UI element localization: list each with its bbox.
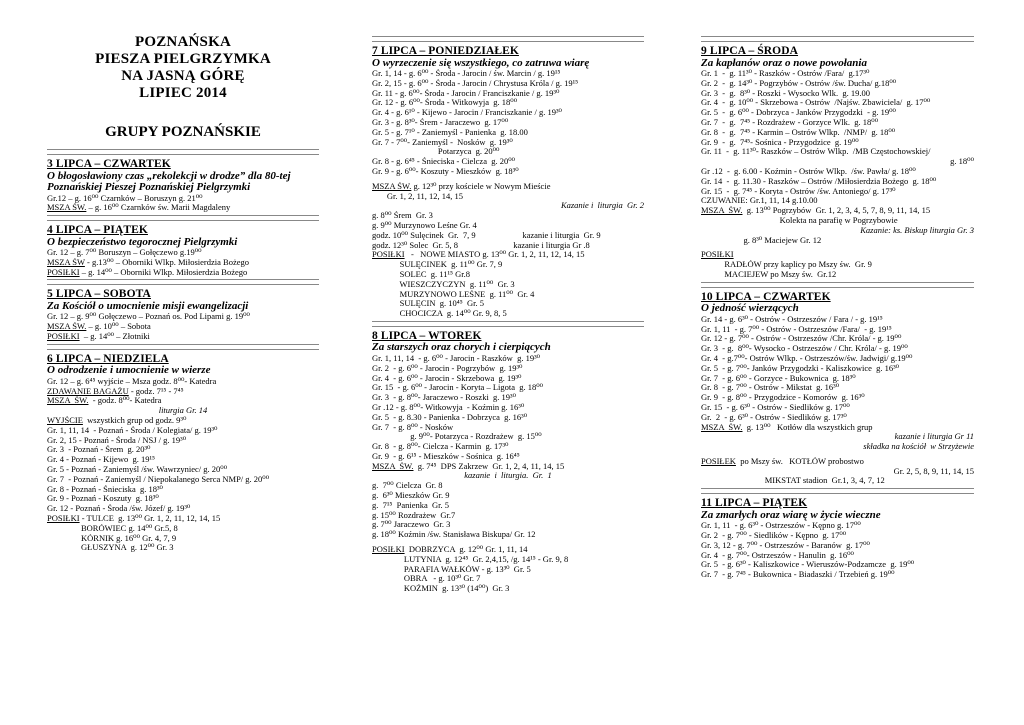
line-text: Gr. 1, 11 - g. 7⁰⁰ - Ostrów - Ostrzeszów /Fara/ - g. 19¹⁵ [701, 324, 892, 334]
schedule-line [372, 309, 644, 319]
line-text: Gr. 8 - g. 6⁴⁵ - Śnieciska - Cielcza g. 20⁰⁰ [372, 157, 516, 167]
schedule-line [372, 290, 644, 300]
line-label: MSZA ŚW. [701, 422, 743, 432]
schedule-line [372, 354, 644, 364]
schedule-line [372, 118, 644, 128]
line-text: g. 7⁰⁰ Cielcza Gr. 8 [372, 481, 443, 491]
schedule-line [701, 118, 974, 128]
schedule-line [372, 98, 644, 108]
line-text: Gr. 14 - g. 11.30 - Raszków – Ostrów /Miłosierdzia Bożego g. 18⁰⁰ [701, 176, 937, 186]
line-text: Gr. 7 - g. 8⁰⁰ - Nosków [372, 422, 454, 432]
line-text: Kolekta na parafię w Pogrzybowie [701, 215, 898, 225]
line-text: Gr. 9 - g. 6⁰⁰- Koszuty - Mieszków g. 18³⁰ [372, 166, 519, 176]
schedule-line [701, 344, 974, 354]
section-heading: 9 LIPCA – ŚRODA [701, 45, 799, 57]
line-text: wszystkich grup od godz. 9³⁰ [82, 416, 187, 426]
schedule-line [47, 485, 319, 495]
schedule-line [701, 79, 974, 89]
title-line: LIPIEC 2014 [139, 85, 227, 101]
schedule-line [372, 79, 644, 89]
schedule-line [47, 387, 319, 397]
line-text: OBRA - g. 10³⁰ Gr. 7 [372, 574, 481, 584]
line-text: Gr. 9 - g. 6¹⁵ - Mieszków - Sośnica g. 16⁴⁵ [372, 451, 520, 461]
schedule-line [372, 403, 644, 413]
schedule-line [701, 236, 974, 246]
line-text: Gr. 5 - g. 6³⁰ - Kaliszkowice - Wieruszów-Podzamcze g. 19⁰⁰ [701, 560, 915, 570]
schedule-line [701, 89, 974, 99]
schedule-line [372, 108, 644, 118]
line-text: składka na kościół w Strzyżewie [863, 442, 974, 452]
schedule-line [701, 383, 974, 393]
schedule-line [372, 374, 644, 384]
schedule-line [47, 534, 319, 544]
schedule-line [372, 423, 644, 433]
line-label: POSIŁKI [372, 250, 405, 260]
schedule-line [372, 69, 644, 79]
line-text: CHOCICZA g. 14⁰⁰ Gr. 9, 8, 5 [372, 309, 507, 319]
section-intention: Za Kościół o umocnienie misji ewangelizacji [47, 299, 249, 312]
line-text: RADŁÓW przy kaplicy po Mszy św. Gr. 9 [701, 260, 872, 270]
section-heading: 4 LIPCA – PIĄTEK [47, 224, 148, 237]
line-text: g. 9⁰⁰ Murzynowo Leśne Gr. 4 [372, 220, 477, 230]
schedule-line [701, 325, 974, 335]
schedule-line [372, 241, 644, 251]
schedule-line [372, 413, 644, 423]
section-separator [701, 282, 974, 288]
line-text: Gr. 4 - g. 10⁰⁰ - Skrzebowa - Ostrów /Najśw. Zbawiciela/ g. 17⁰⁰ [701, 98, 931, 108]
line-text: Gr. 2, 15 - g. 6⁰⁰ - Środa - Jarocin / Chrystusa Króla / g. 19¹⁵ [372, 78, 579, 88]
schedule-line [701, 521, 974, 531]
line-text: MACIEJEW po Mszy św. Gr.12 [701, 269, 837, 279]
line-text: GŁUSZYNA g. 12⁰⁰ Gr. 3 [47, 543, 174, 553]
section-separator [372, 321, 644, 327]
line-text: g. 13⁰⁰ Pogrzybów Gr. 1, 2, 3, 4, 5, 7, 8, 9, 11, 14, 15 [742, 206, 931, 216]
line-text: godz. 12³⁰ Solec Gr. 5, 8 kazanie i liturgia Gr .8 [372, 240, 590, 250]
schedule-line [701, 260, 974, 270]
schedule-line [47, 396, 319, 406]
line-text: Gr. 8 - Poznań - Śnieciska g. 18³⁰ [47, 484, 163, 494]
schedule-line [47, 312, 319, 322]
line-text: Gr. 1, 2, 11, 12, 14, 15 [372, 191, 464, 201]
schedule-line [701, 187, 974, 197]
line-text: Gr. 7 - g. 7⁴⁵ - Rozdrażew - Gorzyce Wlk. g. 18⁰⁰ [701, 117, 879, 127]
line-text: Gr. 5 - g. 6⁰⁰ - Dobrzyca - Janków Przygodzki - g. 19⁰⁰ [701, 108, 896, 118]
schedule-line [47, 475, 319, 485]
column-3 [701, 34, 974, 580]
line-label: MSZA ŚW. [47, 396, 89, 406]
section-intention: Poznańskiej Pieszej Poznańskiej Pielgrzymki [47, 181, 251, 193]
line-text: g. 12³⁰ przy kościele w Nowym Mieście [411, 181, 551, 191]
schedule-line [372, 511, 644, 521]
line-text: Gr. 15 - g. 6³⁰ - Ostrów - Siedlików g. 17⁰⁰ [701, 402, 850, 412]
line-text: - g.13⁰⁰ – Oborniki Wlkp. Miłosierdzia Bożego [84, 257, 249, 267]
schedule-line [47, 416, 319, 426]
line-text: Gr. 2 - g. 14³⁰ - Pogrzybów - Ostrów /św. Ducha/ g.18⁰⁰ [701, 78, 897, 88]
line-text: Gr. 12 – g. 7⁰⁰ Boruszyn – Gołęczewo g.19⁰⁰ [47, 248, 202, 258]
schedule-line [372, 299, 644, 309]
line-label: ZDAWANIE BAGAŻU [47, 386, 129, 396]
line-text: Gr. 12 - Poznań - Środa /św. Józef/ g. 19³⁰ [47, 504, 191, 514]
schedule-line [701, 374, 974, 384]
section-intention: O jedność wierzących [701, 302, 799, 315]
line-text: Potarzyca g. 20⁰⁰ [372, 147, 500, 157]
schedule-line [47, 258, 319, 268]
schedule-line [372, 364, 644, 374]
line-text: Gr. 5 - g. 7⁰⁰- Janków Przygodzki - Kaliszkowice g. 16³⁰ [701, 363, 900, 373]
line-text: Gr. 3 - g. 8⁰⁰- Wysocko - Ostrzeszów / Chr. Króla/ - g. 19⁰⁰ [701, 344, 908, 354]
line-text: Gr. 5 - g. 8.30 - Panienka - Dobrzyca g. 16³⁰ [372, 412, 528, 422]
schedule-line [701, 315, 974, 325]
section-intention: Za starszych oraz chorych i cierpiących [372, 341, 551, 354]
line-text: kazanie i liturgia Gr 11 [894, 432, 974, 442]
section-heading: 8 LIPCA – WTOREK [372, 329, 482, 342]
schedule-line [701, 250, 974, 260]
schedule-line [372, 555, 644, 565]
schedule-line [372, 211, 644, 221]
line-text: – g. 16⁰⁰ Czarnków św. Marii Magdaleny [86, 203, 231, 213]
line-text: – g. 14⁰⁰ – Oborniki Wlkp. Miłosierdzia Bożego [79, 267, 248, 277]
schedule-line [372, 167, 644, 177]
schedule-line [47, 436, 319, 446]
line-text: Gr. 1, 11, 14 - g. 6⁰⁰ - Jarocin - Raszków g. 19³⁰ [372, 353, 541, 363]
line-text: po Mszy św. KOTŁÓW probostwo [735, 456, 864, 466]
line-text: Gr. 3 - g. 8³⁰ - Roszki - Wysocko Wlk. g. 19.00 [701, 88, 870, 98]
schedule-line [701, 364, 974, 374]
schedule-line [701, 108, 974, 118]
schedule-line [47, 426, 319, 436]
schedule-line [701, 432, 974, 442]
line-text: Gr. 3 - g. 8³⁰- Śrem - Jaraczewo g. 17⁰⁰ [372, 117, 509, 127]
schedule-line [47, 268, 319, 278]
schedule-line [372, 545, 644, 555]
line-text: Gr. 1, 11 - g. 6³⁰ - Ostrzeszów - Kępno g. 17⁰⁰ [701, 521, 861, 531]
section-intention: Za zmarłych oraz wiarę w życie wieczne [701, 508, 881, 521]
line-text: Gr. 12 – g. 6⁴⁵ wyjście – Msza godz. 8⁰⁰- Katedra [47, 376, 217, 386]
line-text: - godz. 7¹⁵ - 7⁴⁵ [128, 386, 184, 396]
schedule-line [701, 551, 974, 561]
schedule-line [372, 393, 644, 403]
schedule-line [372, 565, 644, 575]
schedule-line [701, 442, 974, 452]
line-text: BORÓWIEC g. 14⁰⁰ Gr.5, 8 [47, 523, 178, 533]
line-text: WIESZCZYCZYN g. 11⁰⁰ Gr. 3 [372, 279, 515, 289]
line-text: MIKSTAT stadion Gr.1, 3, 4, 7, 12 [701, 476, 885, 486]
line-text: Gr. 8 - g. 8⁰⁰- Cielcza - Karmin g. 17³⁰ [372, 442, 509, 452]
schedule-line [372, 574, 644, 584]
section-intention: O bezpieczeństwo tegorocznej Pielgrzymki [47, 235, 238, 248]
line-text: Gr. 7 - Poznań - Zaniemyśl / Niepokalanego Serca NMP/ g. 20⁰⁰ [47, 474, 270, 484]
schedule-line [47, 504, 319, 514]
section-heading: 5 LIPCA – SOBOTA [47, 288, 151, 301]
line-text: Gr. 12 - g. 6⁰⁰- Środa - Witkowyja g. 18⁰⁰ [372, 98, 518, 108]
schedule-line [701, 270, 974, 280]
schedule-line [47, 455, 319, 465]
line-text: g. 7¹⁵ Panienka Gr. 5 [372, 500, 450, 510]
line-text: Gr. 14 - g. 6³⁰ - Ostrów - Ostrzeszów / Fara / - g. 19¹⁵ [701, 314, 883, 324]
schedule-line [372, 157, 644, 167]
line-text: Kazanie i liturgia Gr. 2 [560, 201, 644, 211]
line-text: Gr. 9 - g. 7⁴⁵- Sośnica - Przygodzice g. 19⁰⁰ [701, 137, 859, 147]
line-text: Gr. 2 - g. 6⁰⁰ - Jarocin - Pogrzybów g. 19³⁰ [372, 363, 523, 373]
schedule-line [372, 182, 644, 192]
line-text: Gr. 15 - g. 7⁴⁵ - Koryta - Ostrów /św. Antoniego/ g. 17³⁰ [701, 186, 896, 196]
schedule-line [372, 270, 644, 280]
section-heading: 6 LIPCA – NIEDZIELA [47, 352, 169, 365]
schedule-line [47, 465, 319, 475]
schedule-line [701, 476, 974, 486]
schedule-line [372, 442, 644, 452]
line-text: g. 13⁰⁰ Kotłów dla wszystkich grup [742, 422, 873, 432]
schedule-line [47, 194, 319, 204]
line-label: MSZA ŚW. [372, 181, 412, 191]
schedule-line [372, 383, 644, 393]
schedule-line [701, 423, 974, 433]
schedule-line [372, 250, 644, 260]
line-text: g. 7⁴⁵ DPS Zakrzew Gr. 1, 2, 4, 11, 14, 15 [413, 461, 565, 471]
schedule-line [47, 377, 319, 387]
section-intention: Za kapłanów oraz o nowe powołania [701, 56, 867, 69]
line-text: Gr. 4 - g.7⁰⁰- Ostrów Wlkp. - Ostrzeszów/św. Jadwigi/ g.19⁰⁰ [701, 353, 913, 363]
line-label: MSZA ŚW. [47, 203, 87, 213]
line-label: POSIŁKI [701, 250, 734, 260]
line-text: Gr. 11 - g. 11³⁰- Raszków – Ostrów Wlkp. /MB Częstochowskiej/ [701, 147, 931, 157]
line-text: - TULCE g. 13⁰⁰ Gr. 1, 2, 11, 12, 14, 15 [79, 514, 221, 524]
line-text: Gr. 2 - g. 6³⁰ - Ostrów - Siedlików g. 17³⁰ [701, 412, 847, 422]
line-text: g. 18⁰⁰ Koźmin /św. Stanisława Biskupa/ Gr. 12 [372, 530, 536, 540]
section-separator [701, 488, 974, 494]
line-text: SULĘCIN g. 10⁴⁵ Gr. 5 [372, 299, 484, 309]
section-separator [701, 36, 974, 42]
line-text: Gr. 5 - g. 7¹⁰ - Zaniemyśl - Panienka g. 18.00 [372, 127, 528, 137]
line-text: Gr. 1, 14 - g. 6⁰⁰ - Środa - Jarocin / św. Marcin / g. 19¹⁵ [372, 69, 561, 78]
line-text: Gr. 8 - g. 7⁰⁰ - Ostrów - Mikstat g. 16³⁰ [701, 383, 840, 393]
line-text: - godz. 8⁰⁰- Katedra [88, 396, 162, 406]
schedule-line [372, 462, 644, 472]
title-line: NA JASNĄ GÓRĘ [121, 68, 245, 84]
schedule-line [372, 280, 644, 290]
line-label: POSIŁKI [47, 332, 80, 342]
section-heading: 3 LIPCA – CZWARTEK [47, 158, 171, 170]
schedule-line [47, 445, 319, 455]
column-1-sections [47, 149, 319, 553]
schedule-line [372, 584, 644, 594]
line-text: Gr. 5 - Poznań - Zaniemyśl /św. Wawrzyniec/ g. 20⁰⁰ [47, 465, 228, 475]
schedule-line [372, 491, 644, 501]
line-text: Kazanie: ks. Biskup liturgia Gr. 3 [860, 225, 974, 235]
schedule-line [701, 69, 974, 79]
schedule-line [701, 531, 974, 541]
column-3-sections [701, 36, 974, 580]
line-text: - NOWE MIASTO g. 13⁰⁰ Gr. 1, 2, 11, 12, 14, 15 [404, 250, 585, 260]
schedule-line [372, 231, 644, 241]
schedule-line [372, 471, 644, 481]
line-text: g. 8⁰⁰ Śrem Gr. 3 [372, 211, 433, 221]
line-text: Gr. 3 - g. 8⁰⁰- Jaraczewo - Roszki g. 19³⁰ [372, 393, 517, 403]
section-separator [372, 36, 644, 42]
line-text: KÓRNIK g. 16⁰⁰ Gr. 4, 7, 9 [47, 533, 177, 543]
line-text: godz. 10⁰⁰ Sulęcinek Gr. 7, 9 kazanie i liturgia Gr. 9 [372, 230, 601, 240]
line-text: g. 8³⁰ Maciejew Gr. 12 [701, 235, 822, 245]
line-text: Gr. 15 - g. 6⁰⁰ - Jarocin - Koryta – Ligota g. 18⁰⁰ [372, 383, 544, 393]
schedule-line [372, 432, 644, 442]
title-line: POZNAŃSKA [135, 34, 231, 50]
line-text: Gr .12 - g. 6.00 - Koźmin - Ostrów Wlkp. /św. Pawła/ g. 18⁰⁰ [701, 166, 916, 176]
line-text: SOLEC g. 11¹⁵ Gr.8 [372, 269, 470, 279]
line-text: Gr. 1 - g. 11³⁰ - Raszków - Ostrów /Fara/ g.17³⁰ [701, 69, 870, 78]
line-text: Gr. 12 – g. 9⁰⁰ Gołęczewo – Poznań os. Pod Lipami g. 19⁰⁰ [47, 312, 250, 322]
line-text: Gr. 3 - Poznań - Śrem g. 20³⁰ [47, 445, 151, 455]
line-text: Gr. 7 - g. 7⁴⁵ - Bukownica - Biadaszki / Trzebień g. 19⁰⁰ [701, 570, 895, 580]
schedule-line [701, 403, 974, 413]
schedule-line [47, 406, 319, 416]
schedule-line [701, 147, 974, 157]
line-text: LUTYNIA g. 12⁴⁵ Gr. 2,4,15, /g. 14¹⁵ - Gr. 9, 8 [372, 554, 569, 564]
schedule-line [701, 541, 974, 551]
section-heading: 7 LIPCA – PONIEDZIAŁEK [372, 45, 519, 57]
line-text: Gr. 1, 11, 14 - Poznań - Środa / Kolegiata/ g. 19³⁰ [47, 425, 218, 435]
schedule-line [701, 157, 974, 167]
schedule-line [372, 221, 644, 231]
schedule-line [701, 216, 974, 226]
schedule-line [47, 322, 319, 332]
schedule-line [372, 530, 644, 540]
section-intention: O odrodzenie i umocnienie w wierze [47, 364, 211, 377]
line-text: Gr. 3, 12 - g. 7⁰⁰ - Ostrzeszów - Baranów g. 17⁰⁰ [701, 540, 870, 550]
line-text: Gr. 7 - 7⁰⁰- Zaniemyśl - Nosków g. 19³⁰ [372, 137, 513, 147]
line-text: Gr. 12 - g. 7⁰⁰ - Ostrów - Ostrzeszów /Chr. Króla/ - g. 19⁰⁰ [701, 334, 902, 344]
line-text: g. 6³⁰ Mieszków Gr. 9 [372, 491, 450, 501]
title-line: PIESZA PIELGRZYMKA [95, 51, 271, 67]
schedule-line [47, 248, 319, 258]
schedule-line [701, 177, 974, 187]
line-label: MSZA ŚW. [701, 206, 743, 216]
line-label: POSIŁKI [47, 267, 80, 277]
section-separator [47, 149, 319, 155]
schedule-line [372, 501, 644, 511]
line-text: Gr. 9 - Poznań - Koszuty g. 18³⁰ [47, 494, 159, 504]
line-text: kazanie i liturgia. Gr. 1 [464, 471, 552, 481]
document-title [47, 34, 319, 102]
line-text: – g. 14⁰⁰ – Złotniki [79, 332, 150, 342]
schedule-line [372, 520, 644, 530]
schedule-line [372, 192, 644, 202]
line-text: DOBRZYCA g. 12⁰⁰ Gr. 1, 11, 14 [404, 545, 528, 555]
schedule-line [701, 393, 974, 403]
line-text: Gr. 2 - g. 7⁰⁰ - Siedlików - Kępno g. 17⁰⁰ [701, 531, 847, 541]
schedule-line [372, 260, 644, 270]
schedule-line [701, 98, 974, 108]
schedule-line [701, 206, 974, 216]
line-text: CZUWANIE: Gr.1, 11, 14 g.10.00 [701, 196, 818, 206]
schedule-line [47, 332, 319, 342]
line-text: Gr. 8 - g. 7⁴⁵ - Karmin – Ostrów Wlkp. /NMP/ g. 18⁰⁰ [701, 127, 896, 137]
line-text: SULĘCINEK g. 11⁰⁰ Gr. 7, 9 [372, 260, 503, 270]
section-intention: O wyrzeczenie się wszystkiego, co zatruwa wiarę [372, 56, 590, 69]
line-label: WYJŚCIE [47, 416, 83, 426]
line-text: Gr. 11 - g. 6⁰⁰- Środa - Jarocin / Franciszkanie / g. 19³⁰ [372, 88, 560, 98]
line-text: g. 15⁰⁰ Rozdrażew Gr.7 [372, 510, 456, 520]
line-text: Gr. 7 - g. 6⁰⁰ - Gorzyce - Bukownica g. 18³⁰ [701, 373, 856, 383]
schedule-line [47, 494, 319, 504]
schedule-line [701, 167, 974, 177]
line-text: KOŹMIN g. 13³⁰ (14⁰⁰) Gr. 3 [372, 584, 510, 594]
schedule-line [372, 201, 644, 211]
line-text: MURZYNOWO LEŚNE g. 11⁰⁰ Gr. 4 [372, 289, 535, 299]
line-text: Gr .12 - g. 8⁰⁰- Witkowyja - Koźmin g. 16³⁰ [372, 402, 525, 412]
line-text: Gr. 4 - g. 6¹⁰ - Kijewo - Jarocin / Franciszkanie / g. 19³⁰ [372, 108, 562, 118]
section-separator [47, 344, 319, 350]
line-text: liturgia Gr. 14 [158, 406, 208, 416]
schedule-line [701, 196, 974, 206]
line-text: – g. 10⁰⁰ – Sobota [86, 322, 151, 332]
section-separator [47, 215, 319, 221]
schedule-line [372, 147, 644, 157]
line-text: g. 18⁰⁰ [950, 157, 974, 167]
line-label: MSZA ŚW [47, 257, 85, 267]
schedule-line [701, 413, 974, 423]
column-2 [372, 34, 644, 594]
schedule-line [372, 452, 644, 462]
column-2-sections [372, 36, 644, 594]
line-text: g. 7⁰⁰ Jaraczewo Gr. 3 [372, 520, 451, 530]
document-subtitle: GRUPY POZNAŃSKIE [105, 124, 261, 140]
schedule-line [372, 481, 644, 491]
schedule-line [372, 138, 644, 148]
line-text: PARAFIA WAŁKÓW - g. 13³⁰ Gr. 5 [372, 564, 531, 574]
line-label: POSIŁEK [701, 456, 736, 466]
schedule-line [701, 226, 974, 236]
schedule-line [701, 354, 974, 364]
schedule-line [701, 138, 974, 148]
line-text: Gr. 4 - g. 6⁰⁰ - Jarocin - Skrzebowa g. 19³⁰ [372, 373, 522, 383]
section-intention: O błogosławiony czas „rekolekcji w drodze” dla 80-tej [47, 169, 291, 182]
section-heading: 10 LIPCA – CZWARTEK [701, 290, 831, 303]
line-text: Gr. 2, 15 - Poznań - Środa / NSJ / g. 19³⁰ [47, 435, 187, 445]
line-label: MSZA ŚW. [372, 461, 414, 471]
line-text: Gr. 4 - Poznań - Kijewo g. 19¹⁵ [47, 455, 155, 465]
schedule-line [47, 543, 319, 553]
column-1 [47, 34, 319, 553]
line-label: POSIŁKI [372, 545, 405, 555]
schedule-line [372, 128, 644, 138]
schedule-line [701, 457, 974, 467]
schedule-line [372, 89, 644, 99]
line-text: Gr. 2, 5, 8, 9, 11, 14, 15 [893, 466, 974, 476]
section-separator [47, 279, 319, 285]
schedule-line [701, 467, 974, 477]
line-label: POSIŁKI [47, 514, 80, 524]
schedule-line [47, 514, 319, 524]
section-heading: 11 LIPCA – PIĄTEK [701, 497, 808, 510]
schedule-line [701, 560, 974, 570]
schedule-line [47, 203, 319, 213]
schedule-line [701, 570, 974, 580]
line-text: Gr.12 – g. 16⁰⁰ Czarnków – Boruszyn g. 21⁰⁰ [47, 193, 203, 203]
line-text: Gr. 9 - g. 8⁰⁰ - Przygodzice - Komorów g. 16³⁰ [701, 393, 865, 403]
line-text: Gr. 4 - g. 7⁰⁰- Ostrzeszów - Hanulin g. 16⁰⁰ [701, 550, 854, 560]
schedule-line [701, 128, 974, 138]
line-text: g. 9⁰⁰- Potarzyca - Rozdrażew g. 15⁰⁰ [372, 432, 542, 442]
line-label: MSZA ŚW. [47, 322, 87, 332]
schedule-line [47, 524, 319, 534]
schedule-line [701, 334, 974, 344]
